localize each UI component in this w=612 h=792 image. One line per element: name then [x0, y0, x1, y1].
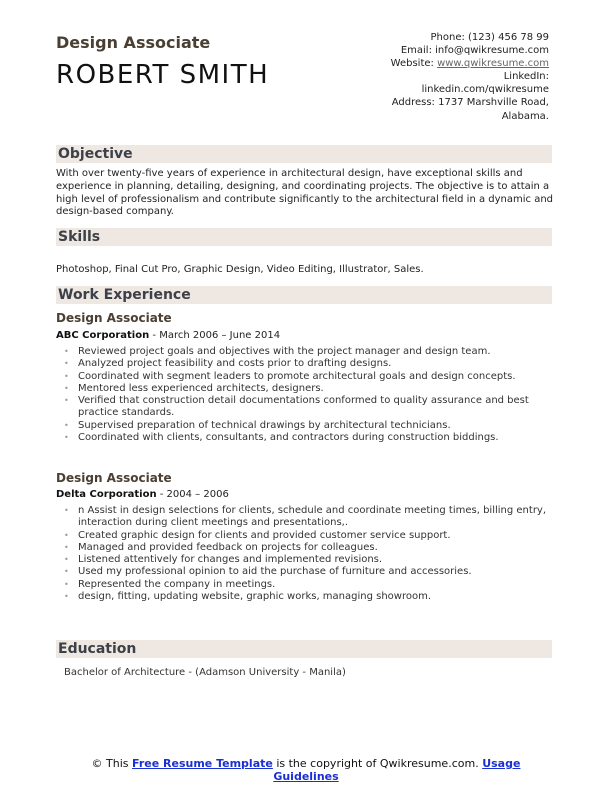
list-item: • Analyzed project feasibility and costs prior to drafting designs. — [78, 358, 568, 370]
objective-heading: Objective — [58, 146, 133, 162]
education-text: Bachelor of Architecture - (Adamson University - Manila) — [64, 667, 346, 678]
list-item: • Listened attentively for changes and implemented revisions. — [78, 554, 568, 566]
list-item: • Coordinated with clients, consultants, and contractors during construction biddings. — [78, 432, 568, 444]
list-item: • Created graphic design for clients and provided customer service support. — [78, 530, 568, 542]
linkedin: linkedin.com/qwikresume — [421, 84, 549, 96]
list-item: • Supervised preparation of technical drawings by architectural technicians. — [78, 420, 568, 432]
list-item: • Coordinated with segment leaders to promote architectural goals and design concepts. — [78, 371, 568, 383]
list-item: • Mentored less experienced architects, designers. — [78, 383, 568, 395]
list-item: • Reviewed project goals and objectives with the project manager and design team. — [78, 346, 568, 358]
list-item: • Verified that construction detail documentations conformed to quality assurance and best practice standards. — [78, 395, 568, 420]
phone: Phone: (123) 456 78 99 — [430, 32, 549, 43]
contact-info — [391, 31, 549, 123]
job-2-company-line — [56, 489, 229, 500]
email: Email: info@qwikresume.com — [400, 45, 549, 57]
job-2-bullets — [64, 505, 568, 603]
job-2-title: Design Associate — [56, 471, 172, 485]
free-resume-template-link[interactable]: Free Resume Template — [132, 757, 273, 770]
job-1-bullets — [64, 346, 568, 444]
skills-text: Photoshop, Final Cut Pro, Graphic Design, Video Editing, Illustrator, Sales. — [56, 264, 424, 275]
list-item: • design, fitting, updating website, graphic works, managing showroom. — [78, 591, 568, 603]
list-item: • Managed and provided feedback on projects for colleagues. — [78, 542, 568, 554]
address-line-2: Alabama. — [501, 110, 549, 122]
list-item: • Represented the company in meetings. — [78, 579, 568, 591]
website-link[interactable]: www.qwikresume.com — [437, 58, 549, 70]
footer-middle: is the copyright of Qwikresume.com. — [272, 757, 483, 770]
website-line — [391, 57, 549, 70]
objective-text: With over twenty-five years of experience in architectural design, have exceptional skills and experience in planning, detailing, designing, and coordinating projects. The objective is to attain a high level of professionalism and contribute significantly to the architectural field in a dynamic and design-based company. — [56, 168, 554, 218]
job-1-company-line — [56, 330, 280, 341]
website-label: Website: — [390, 58, 438, 70]
job-1-dates: - March 2006 – June 2014 — [149, 330, 281, 341]
objective-heading-bar — [56, 145, 552, 163]
address-line-1: Address: 1737 Marshville Road, — [391, 97, 549, 109]
job-1-company: ABC Corporation — [56, 330, 150, 341]
footer-copyright — [60, 757, 552, 783]
footer-prefix: © This — [91, 757, 133, 770]
education-heading: Education — [58, 641, 137, 657]
linkedin-label: LinkedIn: — [503, 71, 549, 83]
skills-heading: Skills — [58, 229, 101, 245]
skills-heading-bar — [56, 228, 552, 246]
job-2-dates: - 2004 – 2006 — [156, 489, 229, 500]
job-1-title: Design Associate — [56, 311, 172, 325]
work-heading-bar — [56, 286, 552, 304]
list-item: • n Assist in design selections for clients, schedule and coordinate meeting times, billing entry, interaction during client meetings and presentations,. — [78, 505, 568, 530]
usage-guidelines-link[interactable]: Usage Guidelines — [273, 757, 521, 783]
candidate-name: ROBERT SMITH — [56, 60, 270, 90]
job-title: Design Associate — [56, 33, 211, 52]
job-2-company: Delta Corporation — [56, 489, 157, 500]
work-heading: Work Experience — [58, 287, 191, 303]
list-item: • Used my professional opinion to aid the purchase of furniture and accessories. — [78, 566, 568, 578]
education-heading-bar — [56, 640, 552, 658]
